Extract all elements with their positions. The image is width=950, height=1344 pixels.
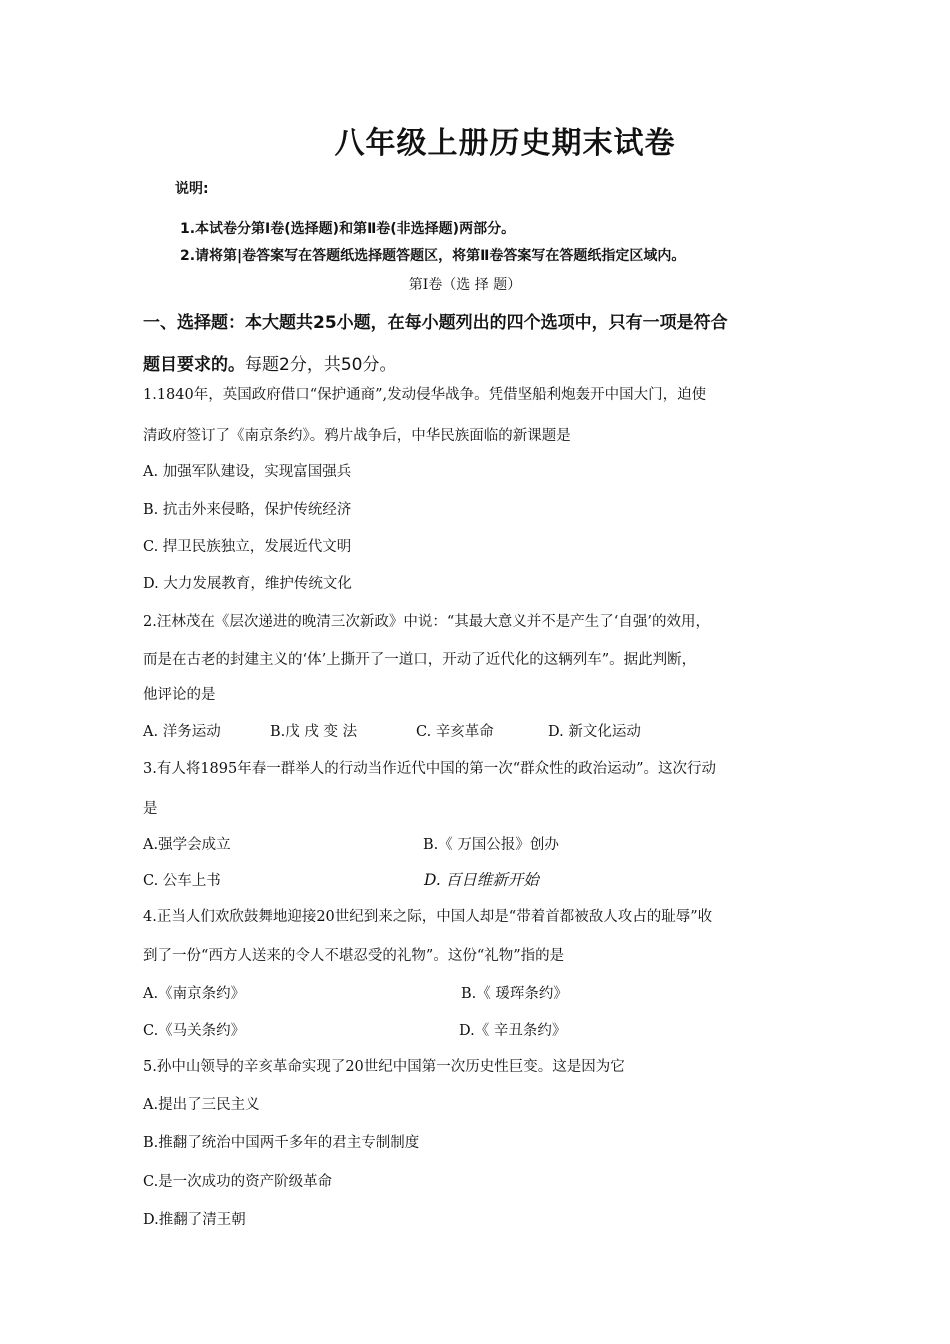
page-title: 八年级上册历史期末试卷 xyxy=(334,126,676,161)
note-item-2: 2.请将第|卷答案写在答题纸选择题答题区，将第Ⅱ卷答案写在答题纸指定区域内。 xyxy=(180,248,686,264)
question-3-stem-line1: 3.有人将1895年春一群举人的行动当作近代中国的第一次“群众性的政治运动”。这次行动 xyxy=(143,761,717,777)
question-2-option-a: A. 洋务运动 xyxy=(143,724,221,740)
question-1-stem-line2: 清政府签订了《南京条约》。鸦片战争后，中华民族面临的新课题是 xyxy=(143,428,571,444)
question-5-option-a: A.提出了三民主义 xyxy=(143,1097,260,1113)
question-2-stem-line2: 而是在古老的封建主义的‘体’上撕开了一道口，开动了近代化的这辆列车”。据此判断， xyxy=(143,652,697,668)
question-3-option-a: A.强学会成立 xyxy=(143,837,231,853)
volume-label: 第Ⅰ卷（选 择 题） xyxy=(408,277,522,293)
question-1-option-d: D. 大力发展教育，维护传统文化 xyxy=(143,576,352,592)
question-3-stem-line2: 是 xyxy=(143,801,158,817)
question-2-stem-line3: 他评论的是 xyxy=(143,687,216,703)
question-4-stem-line2: 到了一份“西方人送来的令人不堪忍受的礼物”。这份“礼物”指的是 xyxy=(143,948,565,964)
question-3-option-c: C. 公车上书 xyxy=(143,873,221,889)
question-5-option-b: B.推翻了统治中国两千多年的君主专制制度 xyxy=(143,1135,420,1151)
question-3-option-b: B.《 万国公报》创办 xyxy=(423,837,559,853)
question-4-option-d: D.《 辛丑条约》 xyxy=(459,1023,567,1039)
question-1-option-b: B. 抗击外来侵略，保护传统经济 xyxy=(143,502,352,518)
note-item-1: 1.本试卷分第Ⅰ卷(选择题)和第Ⅱ卷(非选择题)两部分。 xyxy=(180,221,516,237)
question-4-stem-line1: 4.正当人们欢欣鼓舞地迎接20世纪到来之际，中国人却是“带着首都被敌人攻占的耻辱”收 xyxy=(143,909,713,925)
question-5-option-c: C.是一次成功的资产阶级革命 xyxy=(143,1174,333,1190)
section-scoring: 每题2分，共50分。 xyxy=(245,355,397,375)
section-requirement: 题目要求的。 xyxy=(143,355,245,375)
question-5-stem-line1: 5.孙中山领导的辛亥革命实现了20世纪中国第一次历史性巨变。这是因为它 xyxy=(143,1059,625,1075)
question-3-option-d: D. 百日维新开始 xyxy=(424,871,539,889)
question-2-option-d: D. 新文化运动 xyxy=(548,724,641,740)
question-5-option-d: D.推翻了清王朝 xyxy=(143,1212,246,1228)
question-2-option-c: C. 辛亥革命 xyxy=(416,724,494,740)
question-4-option-b: B.《 瑗珲条约》 xyxy=(461,986,568,1002)
question-4-option-c: C.《马关条约》 xyxy=(143,1023,246,1039)
section-heading-line2 xyxy=(143,350,396,375)
section-heading-line1: 一、选择题：本大题共25小题，在每小题列出的四个选项中，只有一项是符合 xyxy=(143,313,728,333)
question-1-option-a: A. 加强军队建设，实现富国强兵 xyxy=(143,464,352,480)
question-1-option-c: C. 捍卫民族独立，发展近代文明 xyxy=(143,539,352,555)
question-1-stem-line1: 1.1840年，英国政府借口“保护通商”,发动侵华战争。凭借坚船利炮轰开中国大门，迫使 xyxy=(143,387,707,403)
question-2-stem-line1: 2.汪林茂在《层次递进的晚清三次新政》中说：“其最大意义并不是产生了‘自强’的效用， xyxy=(143,614,710,630)
notes-heading: 说明: xyxy=(175,181,209,197)
question-2-option-b: B.戊 戌 变 法 xyxy=(270,724,358,740)
question-4-option-a: A.《南京条约》 xyxy=(143,986,246,1002)
